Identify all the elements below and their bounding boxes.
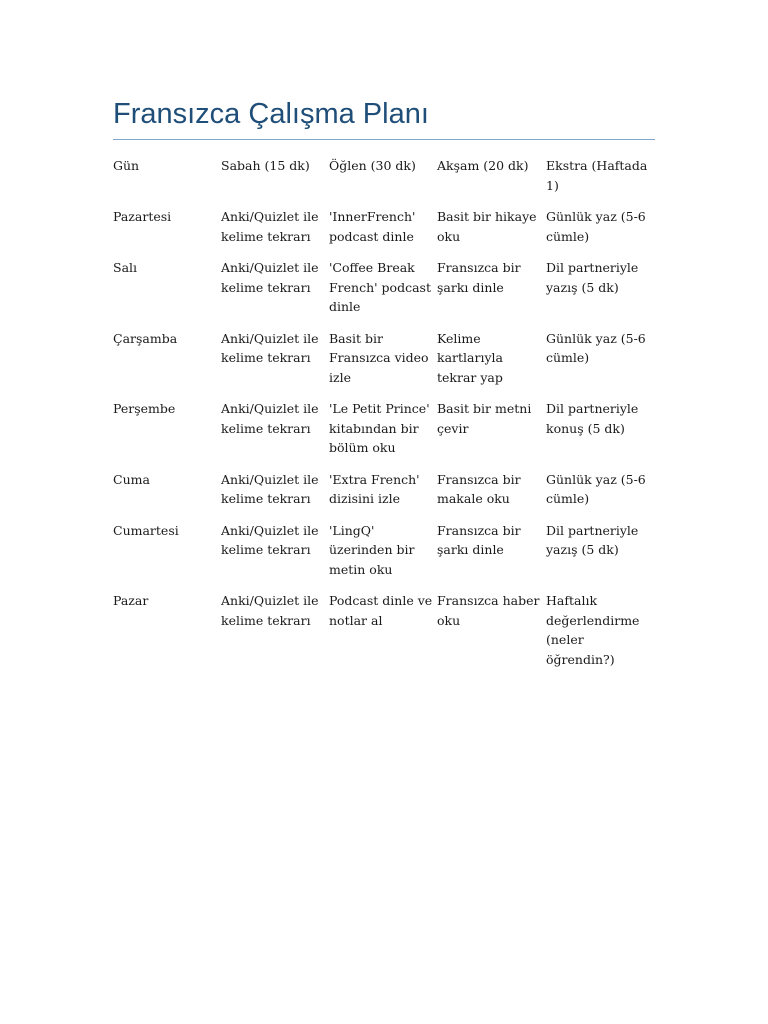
cell-noon: 'Le Petit Prince' kitabından bir bölüm oku xyxy=(329,401,430,455)
cell-extra: Günlük yaz (5-6 cümle) xyxy=(546,471,646,506)
table-row xyxy=(113,399,655,470)
cell-evening: Fransızca haber oku xyxy=(437,593,540,628)
header-day: Gün xyxy=(113,158,140,173)
cell-morning: Anki/Quizlet ile kelime tekrarı xyxy=(221,209,319,244)
cell-morning: Anki/Quizlet ile kelime tekrarı xyxy=(221,401,319,436)
table-row xyxy=(113,591,655,681)
cell-day: Çarşamba xyxy=(113,330,178,346)
table-row xyxy=(113,207,655,258)
cell-day: Perşembe xyxy=(113,401,176,416)
cell-morning: Anki/Quizlet ile kelime tekrarı xyxy=(221,260,319,295)
document-title: Fransızca Çalışma Planı xyxy=(113,98,429,130)
cell-evening: Basit bir metni çevir xyxy=(437,401,532,436)
cell-noon: Basit bir Fransızca video izle xyxy=(329,330,429,385)
cell-morning: Anki/Quizlet ile kelime tekrarı xyxy=(221,522,319,557)
cell-morning: Anki/Quizlet ile kelime tekrarı xyxy=(221,471,319,506)
cell-extra: Günlük yaz (5-6 cümle) xyxy=(546,209,646,244)
study-plan-table xyxy=(113,156,655,681)
cell-morning: Anki/Quizlet ile kelime tekrarı xyxy=(221,593,319,628)
cell-extra: Haftalık değerlendirme (neler öğrendin?) xyxy=(546,593,640,667)
cell-morning: Anki/Quizlet ile kelime tekrarı xyxy=(221,330,319,365)
cell-evening: Fransızca bir makale oku xyxy=(437,471,521,506)
header-morning: Sabah (15 dk) xyxy=(221,158,310,173)
cell-day: Pazartesi xyxy=(113,209,172,224)
cell-day: Cuma xyxy=(113,471,150,487)
cell-extra: Dil partneriyle konuş (5 dk) xyxy=(546,401,639,436)
table-row xyxy=(113,470,655,521)
cell-evening: Kelime kartlarıyla tekrar yap xyxy=(437,330,503,385)
cell-extra: Dil partneriyle yazış (5 dk) xyxy=(546,522,639,557)
title-divider xyxy=(113,139,655,140)
cell-evening: Fransızca bir şarkı dinle xyxy=(437,260,521,295)
cell-noon: Podcast dinle ve notlar al xyxy=(329,593,433,628)
table-row xyxy=(113,329,655,400)
table-header-row xyxy=(113,156,655,207)
cell-evening: Fransızca bir şarkı dinle xyxy=(437,522,521,557)
header-evening: Akşam (20 dk) xyxy=(437,158,529,173)
cell-noon: 'Extra French' dizisini izle xyxy=(329,471,420,506)
header-noon: Öğlen (30 dk) xyxy=(329,158,416,173)
cell-evening: Basit bir hikaye oku xyxy=(437,209,537,244)
cell-day: Cumartesi xyxy=(113,522,179,538)
cell-noon: 'Coffee Break French' podcast dinle xyxy=(329,260,431,314)
header-extra: Ekstra (Haftada 1) xyxy=(546,158,648,193)
cell-noon: 'LingQ' üzerinden bir metin oku xyxy=(329,522,415,577)
table-row xyxy=(113,258,655,329)
document-page xyxy=(113,92,655,681)
cell-day: Pazar xyxy=(113,593,149,608)
cell-extra: Günlük yaz (5-6 cümle) xyxy=(546,330,646,365)
cell-day: Salı xyxy=(113,260,138,275)
table-row xyxy=(113,521,655,592)
cell-extra: Dil partneriyle yazış (5 dk) xyxy=(546,260,639,295)
cell-noon: 'InnerFrench' podcast dinle xyxy=(329,209,416,244)
